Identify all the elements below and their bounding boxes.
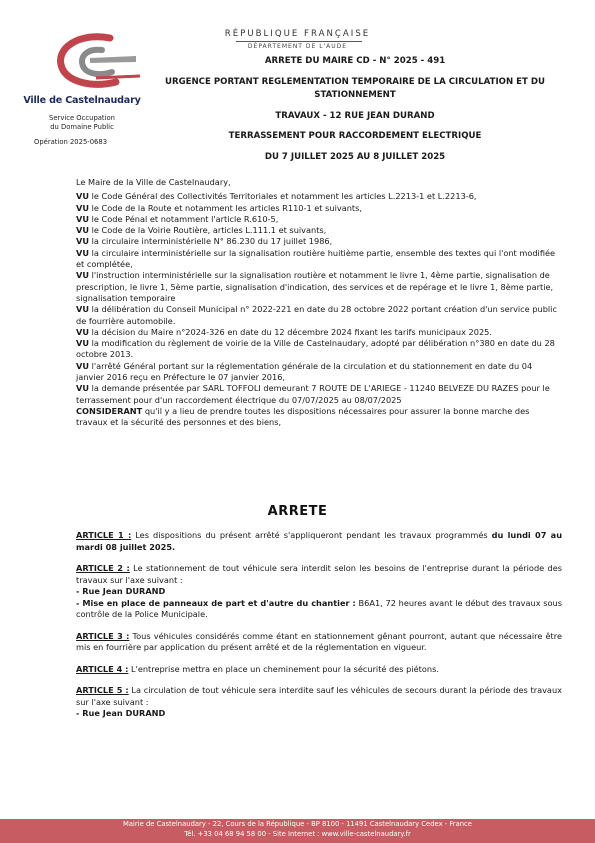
service-name [22, 114, 142, 132]
vu-label: VU [76, 383, 89, 394]
article-2-label: ARTICLE 2 : [76, 563, 130, 573]
vu-item [76, 327, 562, 338]
vu-label: VU [76, 326, 89, 337]
title-line-2: STATIONNEMENT [314, 90, 396, 100]
considerant [76, 406, 562, 429]
vu-text: la demande présentée par SARL TOFFOLI demeurant 7 ROUTE DE L'ARIEGE - 11240 BELVEZE DU RAZES pour le terrassement pour d'un raccordement électrique du 07/07/2025 au 08/07/2025 [76, 383, 550, 405]
vu-item [76, 338, 562, 361]
vu-label: VU [76, 247, 89, 258]
vu-item [76, 225, 562, 236]
vu-item [76, 361, 562, 384]
article-4-label: ARTICLE 4 : [76, 663, 129, 674]
republic-heading: RÉPUBLIQUE FRANÇAISE [224, 29, 371, 39]
article-1-text: Les dispositions du présent arrêté s'appliqueront pendant les travaux programmés [135, 530, 488, 540]
vu-label: VU [76, 191, 89, 202]
vu-label: VU [76, 236, 89, 247]
vu-item [76, 191, 562, 202]
vu-item [76, 304, 562, 327]
service-line-2: du Domaine Public [50, 123, 114, 131]
article-3-text: Tous véhicules considérés comme étant en stationnement gênant pourront, autant que nécessaire être mis en fourrière par application du présent arrêté et de la réglementation en vigueur. [76, 630, 562, 652]
article-2-text: Le stationnement de tout véhicule sera interdit selon les besoins de l'entreprise durant la période des travaux sur l'axe suivant : [76, 563, 562, 585]
vu-text: l'instruction interministérielle sur la signalisation routière et notamment le livre 1, 4ème partie, signalisation de prescription, le livre 1, 5ème partie, signalisation d'indication, des services et de repérage et le livre 1, 8ème partie, signalisation temporaire [76, 270, 554, 303]
arrete-number: ARRETE DU MAIRE CD - N° 2025 - 491 [264, 56, 446, 66]
vu-text: la modification du règlement de voirie de la Ville de Castelnaudary, adopté par délibération n°380 en date du 28 octobre 2013. [76, 338, 555, 360]
vu-label: VU [76, 213, 89, 224]
vu-text: la décision du Maire n°2024-326 en date du 12 décembre 2024 fixant les tarifs municipaux 2025. [91, 326, 492, 337]
article-5 [76, 685, 562, 708]
vu-text: l'arrêté Général portant sur la réglementation générale de la circulation et du stationnement en date du 04 janvier 2016 reçu en Préfecture le 07 janvier 2016, [76, 360, 533, 383]
article-4 [76, 664, 562, 676]
preamble-intro: Le Maire de la Ville de Castelnaudary, [76, 177, 231, 187]
vu-item [76, 203, 562, 214]
article-4-text: L'entreprise mettra en place un cheminement pour la sécurité des piétons. [131, 663, 439, 674]
article-1 [76, 530, 562, 553]
article-2-signage [76, 598, 562, 621]
vu-list [76, 191, 562, 406]
vu-item [76, 248, 562, 271]
vu-text: la circulaire interministérielle N° 86.230 du 17 juillet 1986, [91, 236, 333, 247]
vu-label: VU [76, 304, 89, 315]
article-2-signage-text: B6A1, 72 heures avant le début des travaux sous contrôle de la Police Municipale. [76, 597, 563, 619]
articles [76, 530, 562, 720]
travaux-line: TRAVAUX - 12 RUE JEAN DURAND [275, 111, 435, 121]
article-3 [76, 631, 562, 654]
vu-text: le Code Pénal et notamment l'article R.610-5, [91, 213, 279, 224]
article-5-street: - Rue Jean DURAND [76, 708, 166, 718]
subject-line: TERRASSEMENT POUR RACCORDEMENT ELECTRIQUE [228, 131, 482, 141]
decision-title: ARRETE [267, 504, 328, 519]
vu-label: VU [76, 225, 89, 236]
footer-contact: Tél. +33 04 68 94 58 00 - Site Internet : www.ville-castelnaudary.fr [184, 829, 411, 838]
dates-line: DU 7 JUILLET 2025 AU 8 JUILLET 2025 [264, 152, 446, 162]
vu-item [76, 383, 562, 406]
republic-divider [236, 41, 362, 42]
title-line-1: URGENCE PORTANT REGLEMENTATION TEMPORAIRE DE LA CIRCULATION ET DU [164, 77, 546, 87]
vu-item [76, 270, 562, 304]
vu-text: la délibération du Conseil Municipal n° 2022-221 en date du 28 octobre 2022 portant création d'un service public de fourrière automobile. [76, 304, 557, 326]
vu-item [76, 236, 562, 247]
article-3-label: ARTICLE 3 : [76, 630, 130, 641]
vu-label: VU [76, 338, 89, 349]
vu-text: la circulaire interministérielle sur la signalisation routière huitième partie, ensemble des textes qui l'ont modifiée et complétée, [76, 247, 556, 270]
vu-text: le Code Général des Collectivités Territoriales et notamment les articles L.2213-1 et L.2213-6, [91, 191, 477, 202]
article-2-signage-label: - Mise en place de panneaux de part et d'autre du chantier : [76, 597, 356, 608]
considerant-text: qu'il y a lieu de prendre toutes les dispositions nécessaires pour assurer la bonne marche des travaux et la sécurité des personnes et des biens, [76, 405, 530, 428]
vu-text: le Code de la Route et notamment les articles R110-1 et suivants, [91, 202, 362, 213]
article-5-label: ARTICLE 5 : [76, 685, 129, 695]
castelnaudary-logo [40, 32, 150, 94]
vu-label: VU [76, 360, 89, 371]
vu-item [76, 214, 562, 225]
article-5-text: La circulation de tout véhicule sera interdite sauf les véhicules de secours durant la période des travaux sur l'axe suivant : [76, 685, 562, 707]
vu-text: le Code de la Voirie Routière, articles L.111.1 et suivants, [91, 225, 327, 236]
footer-band [0, 819, 595, 843]
footer-address: Mairie de Castelnaudary - 22, Cours de la République - BP 8100 - 11491 Castelnaudary Cedex - France [123, 820, 472, 828]
vu-label: VU [76, 270, 89, 281]
considerant-label: CONSIDERANT [76, 405, 143, 416]
article-2-street: - Rue Jean DURAND [76, 586, 166, 596]
service-line-1: Service Occupation [49, 114, 115, 122]
article-2 [76, 563, 562, 586]
town-name: Ville de Castelnaudary [23, 95, 141, 106]
article-1-dates: du lundi 07 au mardi 08 juillet 2025. [76, 530, 563, 552]
vu-label: VU [76, 202, 89, 213]
article-1-label: ARTICLE 1 : [76, 530, 132, 540]
operation-number: Opération 2025-0683 [34, 138, 108, 146]
preamble [76, 177, 562, 429]
department-heading: DÉPARTEMENT DE L'AUDE [247, 43, 348, 50]
